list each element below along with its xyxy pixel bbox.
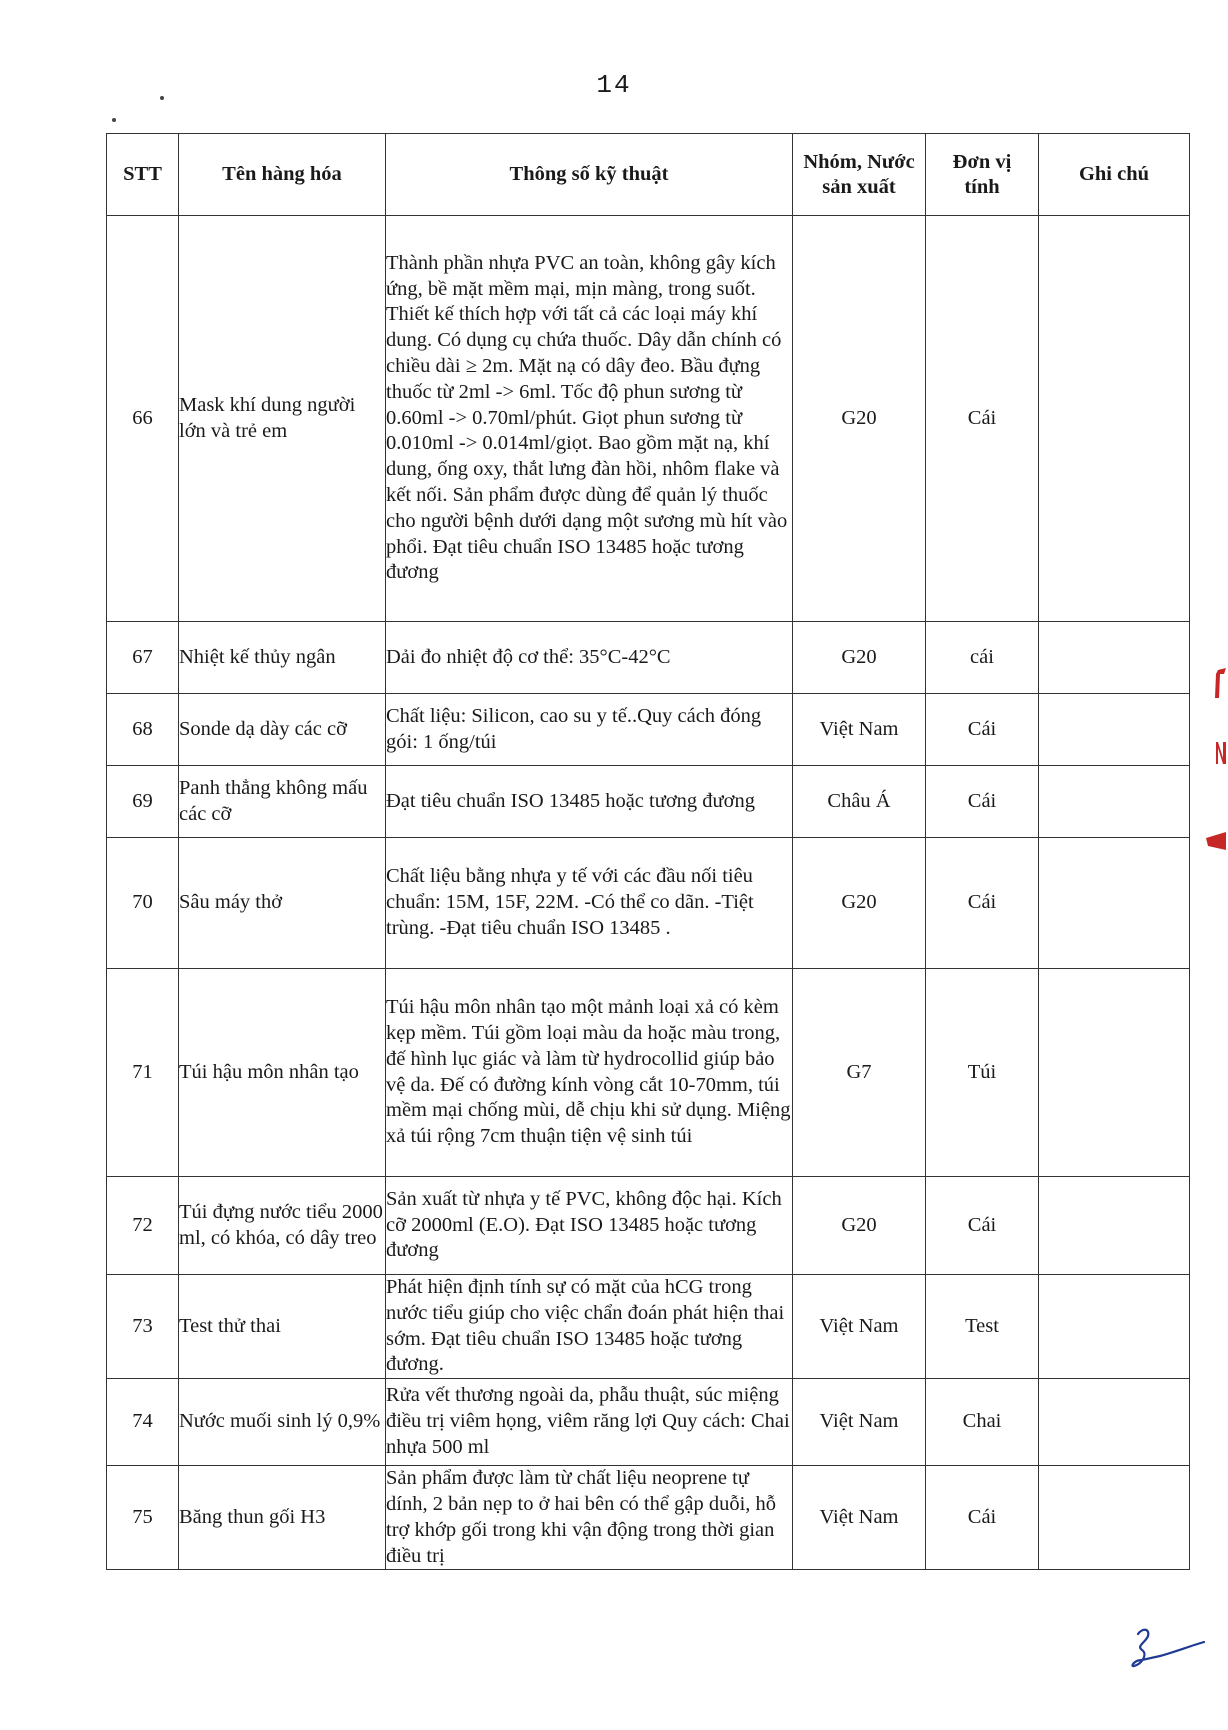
table-row xyxy=(107,1177,1190,1275)
table-row xyxy=(107,766,1190,838)
row-name: Băng thun gối H3 xyxy=(179,1466,386,1570)
row-name: Mask khí dung người lớn và trẻ em xyxy=(179,216,386,622)
row-note xyxy=(1039,766,1190,838)
row-stt: 75 xyxy=(107,1466,179,1570)
row-note xyxy=(1039,216,1190,622)
table-row xyxy=(107,622,1190,694)
row-origin: G20 xyxy=(793,216,926,622)
header-name: Tên hàng hóa xyxy=(179,134,386,216)
row-stt: 69 xyxy=(107,766,179,838)
row-stt: 66 xyxy=(107,216,179,622)
row-unit: Chai xyxy=(926,1379,1039,1466)
row-unit: Cái xyxy=(926,1177,1039,1275)
row-unit: Túi xyxy=(926,969,1039,1177)
row-stt: 74 xyxy=(107,1379,179,1466)
row-origin: G7 xyxy=(793,969,926,1177)
row-spec: Dải đo nhiệt độ cơ thể: 35°C-42°C xyxy=(386,622,793,694)
row-unit: Cái xyxy=(926,1466,1039,1570)
header-note: Ghi chú xyxy=(1039,134,1190,216)
row-stt: 73 xyxy=(107,1275,179,1379)
row-stt: 72 xyxy=(107,1177,179,1275)
row-unit: Test xyxy=(926,1275,1039,1379)
row-note xyxy=(1039,1379,1190,1466)
row-name: Túi hậu môn nhân tạo xyxy=(179,969,386,1177)
table-row xyxy=(107,969,1190,1177)
row-spec: Túi hậu môn nhân tạo một mảnh loại xả có kèm kẹp mềm. Túi gồm loại màu da hoặc màu trong, đế hình lục giác và làm từ hydrocollid giúp bảo vệ da. Đế có đường kính vòng cắt 10-70mm, túi mềm mại chống mùi, dễ chịu khi sử dụng. Miệng xả túi rộng 7cm thuận tiện vệ sinh túi xyxy=(386,969,793,1177)
row-note xyxy=(1039,622,1190,694)
row-note xyxy=(1039,1466,1190,1570)
row-spec: Sản phẩm được làm từ chất liệu neoprene tự dính, 2 bản nẹp to ở hai bên có thể gập duỗi, hỗ trợ khớp gối trong khi vận động trong thời gian điều trị xyxy=(386,1466,793,1570)
row-stt: 71 xyxy=(107,969,179,1177)
table-row xyxy=(107,838,1190,969)
row-origin: G20 xyxy=(793,622,926,694)
row-spec: Sản xuất từ nhựa y tế PVC, không độc hại. Kích cỡ 2000ml (E.O). Đạt ISO 13485 hoặc tương đương xyxy=(386,1177,793,1275)
row-spec: Đạt tiêu chuẩn ISO 13485 hoặc tương đương xyxy=(386,766,793,838)
row-name: Nhiệt kế thủy ngân xyxy=(179,622,386,694)
page-number: 14 xyxy=(596,70,632,100)
row-note xyxy=(1039,838,1190,969)
row-name: Túi đựng nước tiểu 2000 ml, có khóa, có dây treo xyxy=(179,1177,386,1275)
row-origin: Việt Nam xyxy=(793,1275,926,1379)
row-name: Sonde dạ dày các cỡ xyxy=(179,694,386,766)
row-note xyxy=(1039,694,1190,766)
row-note xyxy=(1039,969,1190,1177)
scan-speck xyxy=(112,118,116,122)
row-spec: Thành phần nhựa PVC an toàn, không gây kích ứng, bề mặt mềm mại, mịn màng, trong suốt. Thiết kế thích hợp với tất cả các loại máy khí dung. Có dụng cụ chứa thuốc. Dây dẫn chính có chiều dài ≥ 2m. Mặt nạ có dây đeo. Bầu đựng thuốc từ 2ml -> 6ml. Tốc độ phun sương từ 0.60ml -> 0.70ml/phút. Giọt phun sương từ 0.010ml -> 0.014ml/giọt. Bao gồm mặt nạ, khí dung, ống oxy, thắt lưng đàn hồi, nhôm flake và kết nối. Sản phẩm được dùng để quản lý thuốc cho người bệnh dưới dạng một sương mù hít vào phổi. Đạt tiêu chuẩn ISO 13485 hoặc tương đương xyxy=(386,216,793,622)
row-stt: 70 xyxy=(107,838,179,969)
scan-speck xyxy=(160,96,164,100)
signature-mark xyxy=(1120,1620,1210,1690)
row-spec: Chất liệu bằng nhựa y tế với các đầu nối tiêu chuẩn: 15M, 15F, 22M. -Có thể co dãn. -Tiệt trùng. -Đạt tiêu chuẩn ISO 13485 . xyxy=(386,838,793,969)
row-note xyxy=(1039,1177,1190,1275)
row-origin: Việt Nam xyxy=(793,694,926,766)
header-unit: Đơn vị tính xyxy=(926,134,1039,216)
row-name: Panh thẳng không mấu các cỡ xyxy=(179,766,386,838)
header-origin: Nhóm, Nước sản xuất xyxy=(793,134,926,216)
header-stt: STT xyxy=(107,134,179,216)
row-spec: Rửa vết thương ngoài da, phẫu thuật, súc miệng điều trị viêm họng, viêm răng lợi Quy cách: Chai nhựa 500 ml xyxy=(386,1379,793,1466)
row-unit: Cái xyxy=(926,694,1039,766)
row-origin: Việt Nam xyxy=(793,1466,926,1570)
row-spec: Chất liệu: Silicon, cao su y tế..Quy cách đóng gói: 1 ống/túi xyxy=(386,694,793,766)
row-unit: Cái xyxy=(926,766,1039,838)
table-row xyxy=(107,1466,1190,1570)
table-header-row xyxy=(107,134,1190,216)
row-origin: G20 xyxy=(793,1177,926,1275)
table-row xyxy=(107,1379,1190,1466)
red-stamp-fragment xyxy=(1204,660,1228,860)
header-spec: Thông số kỹ thuật xyxy=(386,134,793,216)
row-origin: Châu Á xyxy=(793,766,926,838)
goods-table xyxy=(106,133,1190,1570)
row-stt: 67 xyxy=(107,622,179,694)
row-unit: cái xyxy=(926,622,1039,694)
row-note xyxy=(1039,1275,1190,1379)
row-name: Sâu máy thở xyxy=(179,838,386,969)
row-origin: Việt Nam xyxy=(793,1379,926,1466)
table-row xyxy=(107,216,1190,622)
row-name: Test thử thai xyxy=(179,1275,386,1379)
row-stt: 68 xyxy=(107,694,179,766)
row-unit: Cái xyxy=(926,838,1039,969)
row-unit: Cái xyxy=(926,216,1039,622)
row-spec: Phát hiện định tính sự có mặt của hCG trong nước tiểu giúp cho việc chẩn đoán phát hiện thai sớm. Đạt tiêu chuẩn ISO 13485 hoặc tương đương. xyxy=(386,1275,793,1379)
table-row xyxy=(107,694,1190,766)
row-name: Nước muối sinh lý 0,9% xyxy=(179,1379,386,1466)
table-row xyxy=(107,1275,1190,1379)
row-origin: G20 xyxy=(793,838,926,969)
